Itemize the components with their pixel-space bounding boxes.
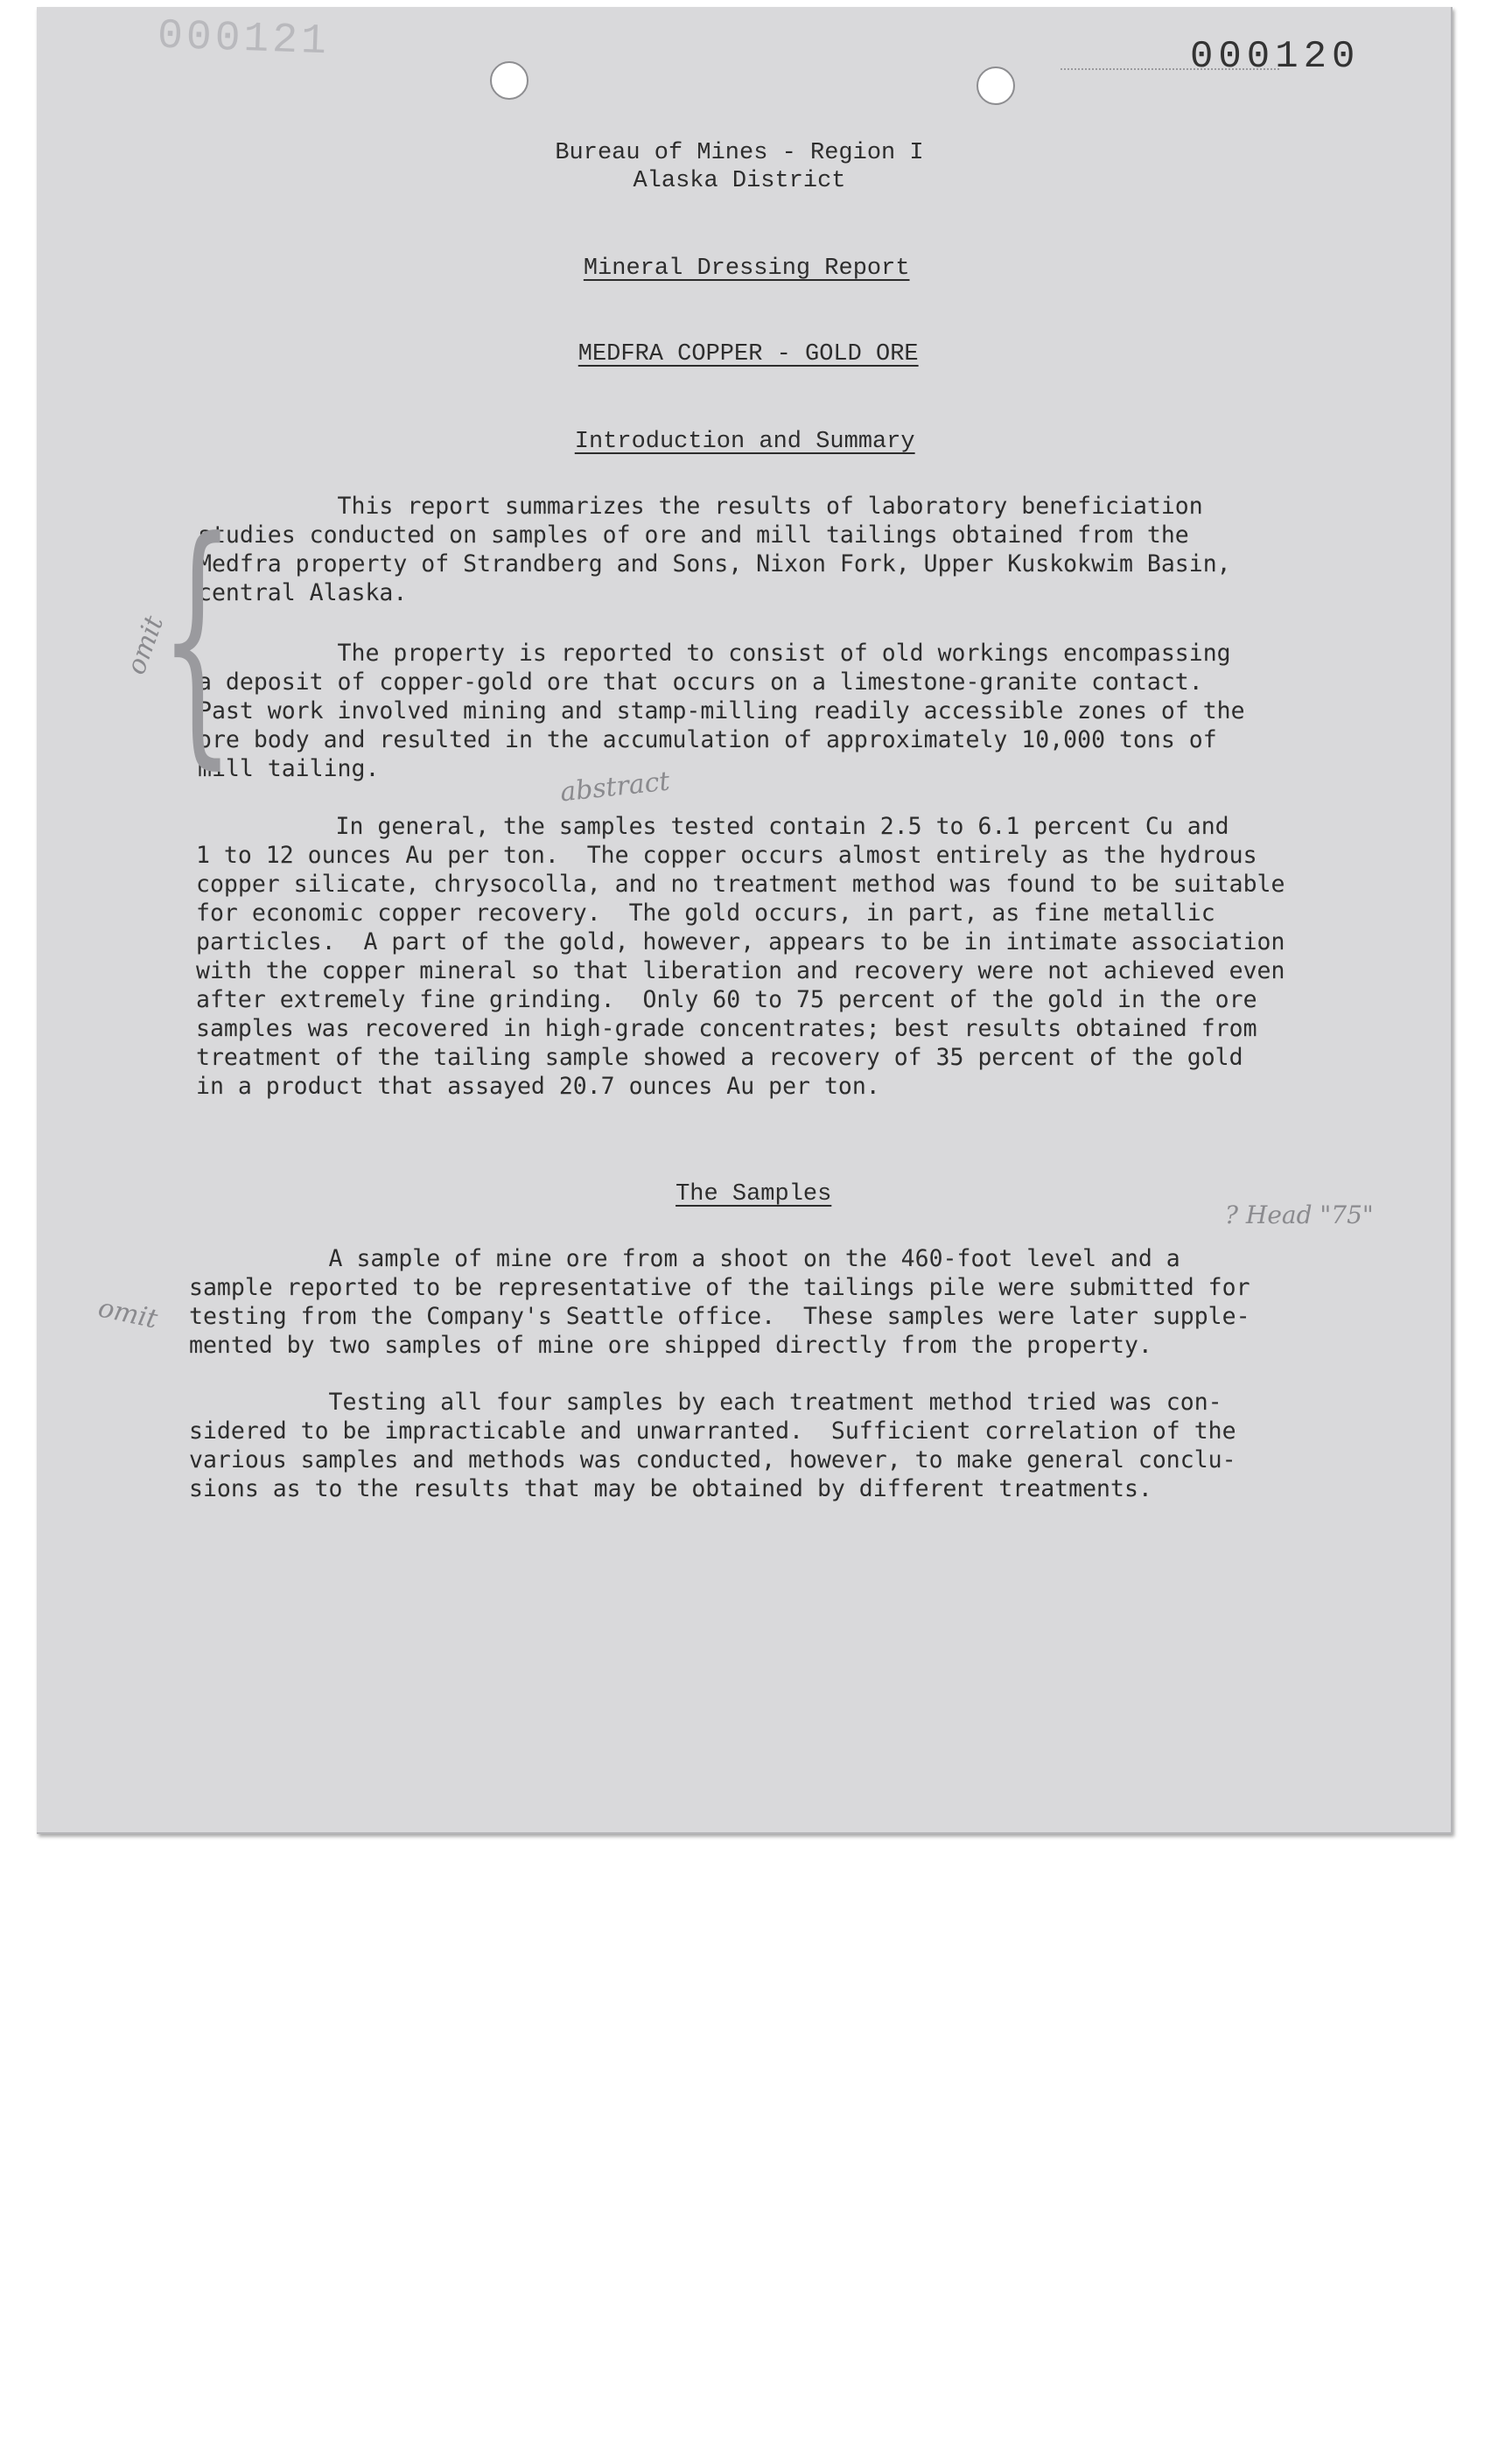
paragraph-samples-2: Testing all four samples by each treatment method tried was con- sidered to be impracticable and unwarranted. Sufficient correlation of the various samples and methods was conducted, however, to make general conclu- sions as to the results that may be obtained by different treatments. [189, 1389, 1236, 1502]
paragraph-intro-1: This report summarizes the results of laboratory beneficiation studies conducted on samples of ore and mill tailings obtained from the Medfra property of Strandberg and Sons, Nixon Fork, Upper Kuskokwim Basin, central Alaska. [198, 493, 1231, 606]
paragraph-samples-1: A sample of mine ore from a shoot on the 460-foot level and a sample reported to be representative of the tailings pile were submitted for testing from the Company's Seattle office. These samples were later supple- mented by two samples of mine ore shipped directly from the property. [189, 1245, 1250, 1359]
ghost-page-number: 000121 [157, 12, 331, 66]
punch-hole-right [976, 66, 1015, 105]
ore-title [0, 315, 1474, 368]
page-number: 000120 [1190, 35, 1361, 79]
handwritten-note-head: ? Head "75" [1225, 1200, 1374, 1229]
section-heading-introduction [0, 402, 1470, 455]
handwritten-note-omit-1: omit [120, 612, 171, 679]
report-title-text: Mineral Dressing Report [583, 256, 910, 282]
section-heading-samples [0, 1155, 1479, 1208]
punch-hole-left [490, 61, 528, 100]
header-line-2: Alaska District [633, 168, 846, 194]
report-title [0, 229, 1472, 282]
section-heading-introduction-text: Introduction and Summary [574, 429, 915, 455]
handwritten-note-abstract: abstract [558, 766, 672, 808]
handwritten-note-omit-2: omit [95, 1292, 161, 1335]
header-line-1: Bureau of Mines - Region I [555, 140, 924, 166]
paragraph-intro-3: In general, the samples tested contain 2.5 to 6.1 percent Cu and 1 to 12 ounces Au per ton. The copper occurs almost entirely as the hydrous copper silicate, chrysocolla, and no treatment method was found to be suitable for economic copper recovery. The gold occurs, in part, as fine metallic particles. A part of the gold, however, appears to be in intimate association with the copper mineral so that liberation and recovery were not achieved even after extremely fine grinding. Only 60 to 75 percent of the gold in the ore samples was recovered in high-grade concentrates; best results obtained from treatment of the tailing sample showed a recovery of 35 percent of the gold in a product that assayed 20.7 ounces Au per ton. [196, 813, 1285, 1100]
section-heading-samples-text: The Samples [676, 1181, 832, 1208]
paragraph-intro-2: The property is reported to consist of old workings encompassing a deposit of copper-gold ore that occurs on a limestone-granite contact. Past work involved mining and stamp-milling readily accessible zones of the ore body and resulted in the accumulation of approximately 10,000 tons of mill tailing. [198, 640, 1245, 782]
ore-title-text: MEDFRA COPPER - GOLD ORE [578, 341, 919, 368]
handwritten-brace: { [159, 486, 235, 791]
